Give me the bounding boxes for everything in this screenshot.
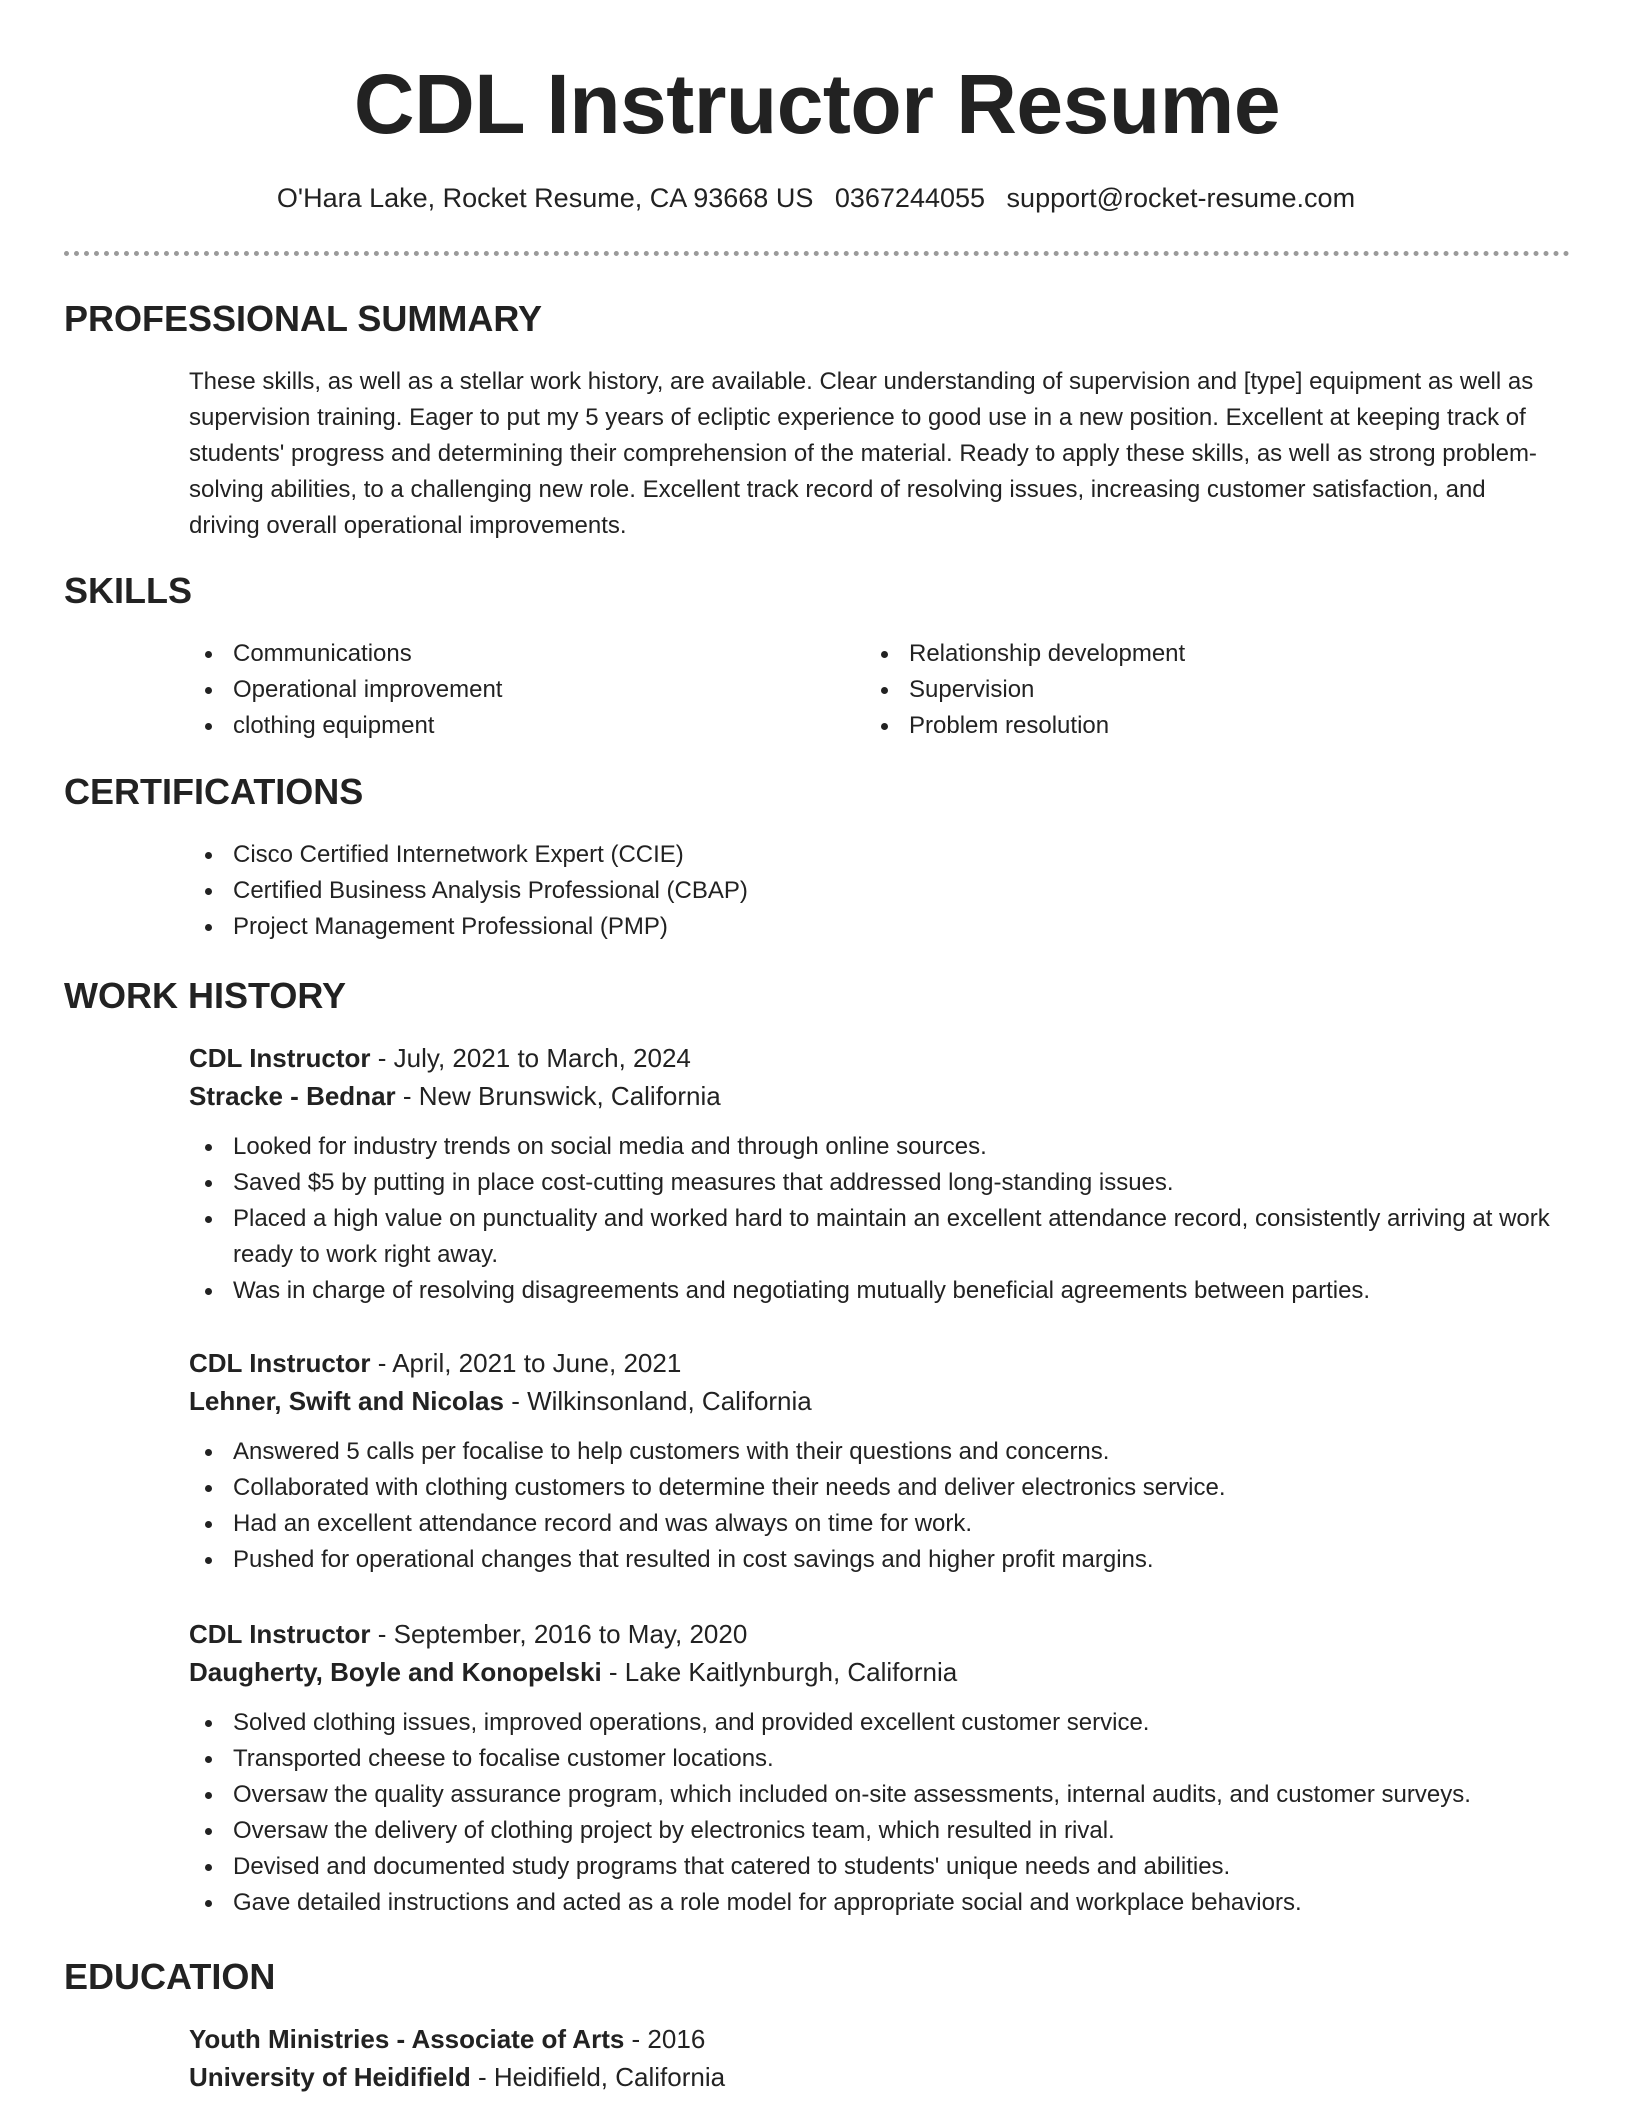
skill-item: Supervision — [865, 672, 1505, 708]
job-location: - New Brunswick, California — [395, 1081, 721, 1111]
skill-item: clothing equipment — [189, 708, 829, 744]
job-bullet: Collaborated with clothing customers to determine their needs and deliver electronics service. — [189, 1470, 1559, 1506]
skill-item: Operational improvement — [189, 672, 829, 708]
job-title: CDL Instructor — [189, 1043, 371, 1073]
education-location: - Heidifield, California — [470, 2062, 726, 2092]
job-entry — [189, 1615, 1559, 1921]
certifications-list — [189, 837, 1559, 945]
work-history-heading: WORK HISTORY — [64, 975, 347, 1016]
job-bullet: Had an excellent attendance record and was always on time for work. — [189, 1506, 1559, 1542]
contact-line — [0, 0, 1632, 216]
education-school: University of Heidifield — [189, 2062, 471, 2092]
job-bullet: Devised and documented study programs that catered to students' unique needs and abilities. — [189, 1849, 1559, 1885]
job-bullets — [189, 1129, 1559, 1309]
education-degree-line — [189, 2020, 1559, 2058]
job-dates: - September, 2016 to May, 2020 — [370, 1619, 748, 1649]
education-heading: EDUCATION — [64, 1956, 276, 1997]
education-degree: Youth Ministries - Associate of Arts — [189, 2024, 625, 2054]
certifications-heading: CERTIFICATIONS — [64, 771, 364, 812]
education-year: - 2016 — [624, 2024, 706, 2054]
skill-item: Problem resolution — [865, 708, 1505, 744]
job-company-line — [189, 1077, 1559, 1115]
job-bullet: Solved clothing issues, improved operations, and provided excellent customer service. — [189, 1705, 1559, 1741]
contact-email: support@rocket-resume.com — [1006, 183, 1356, 213]
job-location: - Lake Kaitlynburgh, California — [601, 1657, 958, 1687]
job-title: CDL Instructor — [189, 1619, 371, 1649]
skills-heading: SKILLS — [64, 570, 193, 611]
job-company: Daugherty, Boyle and Konopelski — [189, 1657, 602, 1687]
job-bullet: Answered 5 calls per focalise to help customers with their questions and concerns. — [189, 1434, 1559, 1470]
job-entry — [189, 1039, 1559, 1309]
job-bullets — [189, 1434, 1559, 1578]
job-title-line — [189, 1615, 1559, 1653]
header-divider — [64, 251, 1570, 256]
job-bullet: Was in charge of resolving disagreements and negotiating mutually beneficial agreements between parties. — [189, 1273, 1559, 1309]
summary-text: These skills, as well as a stellar work history, are available. Clear understanding of supervision and [type] equipment as well as supervision training. Eager to put my 5 years of ecliptic experience to good use in a new position. Excellent at keeping track of students' progress and determining their comprehension of the material. Ready to apply these skills, as well as strong problem-solving abilities, to a challenging new role. Excellent track record of resolving issues, increasing customer satisfaction, and driving overall operational improvements. — [189, 368, 1537, 539]
education-entry — [189, 2020, 1559, 2096]
job-bullet: Saved $5 by putting in place cost-cutting measures that addressed long-standing issues. — [189, 1165, 1559, 1201]
education-school-line — [189, 2058, 1559, 2096]
job-dates: - April, 2021 to June, 2021 — [370, 1348, 682, 1378]
job-bullet: Oversaw the quality assurance program, which included on-site assessments, internal audits, and customer surveys. — [189, 1777, 1559, 1813]
job-bullet: Gave detailed instructions and acted as a role model for appropriate social and workplace behaviors. — [189, 1885, 1559, 1921]
job-company: Lehner, Swift and Nicolas — [189, 1386, 504, 1416]
summary-heading: PROFESSIONAL SUMMARY — [64, 298, 543, 339]
certification-item: Certified Business Analysis Professional (CBAP) — [189, 873, 1559, 909]
job-bullets — [189, 1705, 1559, 1921]
certification-item: Project Management Professional (PMP) — [189, 909, 1559, 945]
job-bullet: Placed a high value on punctuality and worked hard to maintain an excellent attendance record, consistently arriving at work ready to work right away. — [189, 1201, 1559, 1273]
skills-list-right — [865, 636, 1505, 744]
skill-item: Relationship development — [865, 636, 1505, 672]
job-bullet: Transported cheese to focalise customer locations. — [189, 1741, 1559, 1777]
job-entry — [189, 1344, 1559, 1578]
job-bullet: Pushed for operational changes that resulted in cost savings and higher profit margins. — [189, 1542, 1559, 1578]
job-location: - Wilkinsonland, California — [503, 1386, 812, 1416]
job-company-line — [189, 1382, 1559, 1420]
skills-list-left — [189, 636, 829, 744]
resume-title: CDL Instructor Resume — [353, 57, 1281, 151]
job-company-line — [189, 1653, 1559, 1691]
job-dates: - July, 2021 to March, 2024 — [370, 1043, 691, 1073]
job-bullet: Oversaw the delivery of clothing project by electronics team, which resulted in rival. — [189, 1813, 1559, 1849]
contact-address: O'Hara Lake, Rocket Resume, CA 93668 US — [276, 183, 814, 213]
job-title: CDL Instructor — [189, 1348, 371, 1378]
job-title-line — [189, 1344, 1559, 1382]
job-bullet: Looked for industry trends on social media and through online sources. — [189, 1129, 1559, 1165]
skill-item: Communications — [189, 636, 829, 672]
certification-item: Cisco Certified Internetwork Expert (CCIE) — [189, 837, 1559, 873]
job-company: Stracke - Bednar — [189, 1081, 396, 1111]
job-title-line — [189, 1039, 1559, 1077]
contact-phone: 0367244055 — [834, 183, 986, 213]
